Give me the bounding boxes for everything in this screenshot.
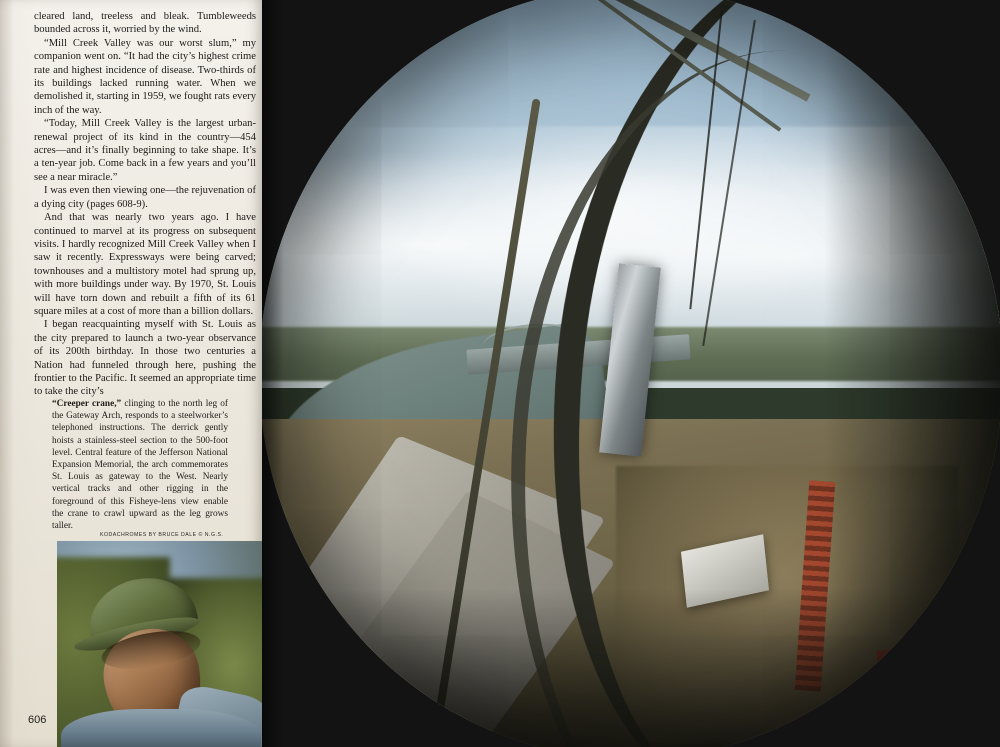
left-text-page (0, 0, 262, 747)
paragraph: I began reacquainting myself with St. Louis as the city prepared to launch a two-year observance of its 200th birthday. In those two centuries a Nation had funneled through here, pushing the frontier to the Pacific. It seemed an appropriate time to take the city’s (34, 319, 256, 398)
paragraph: And that was nearly two years ago. I have continued to marvel at its progress on subsequent visits. I hardly recognized Mill Creek Valley when I saw it recently. Expressways were being carved; townhouses and a multistory motel had sprung up, with more buildings under way. By 1970, St. Louis will have torn down and rebuilt a fifth of its 61 square miles at a cost of more than a billion dollars. (34, 212, 256, 317)
paragraph: “Today, Mill Creek Valley is the largest urban-renewal project of its kind in the country—454 acres—and it’s finally beginning to take shape. It’s a ten-year job. Come back in a few years and you’ll see a near miracle.” (34, 118, 256, 183)
right-photo-page (262, 0, 1000, 747)
paragraph: cleared land, treeless and bleak. Tumbleweeds bounded across it, worried by the wind. (34, 11, 256, 36)
photo-caption (52, 398, 228, 532)
paragraph: I was even then viewing one—the rejuvenation of a dying city (pages 608-9). (34, 185, 256, 210)
binding-gutter (262, 0, 284, 747)
caption-lead: “Creeper crane,” (52, 399, 122, 409)
page-number: 606 (28, 714, 47, 726)
photo-credit: KODACHROMES BY BRUCE DALE © N.G.S. (100, 532, 224, 538)
steelworker-photo (57, 541, 262, 747)
fisheye-photograph (262, 0, 1000, 747)
worker-shirt (61, 709, 261, 747)
paragraph: “Mill Creek Valley was our worst slum,” my companion went on. “It had the city’s highest crime rate and highest incidence of disease. Two-thirds of its buildings lacked running water. When we demolished it, starting in 1959, we fought rats every inch of the way. (34, 37, 256, 116)
caption-body: clinging to the north leg of the Gateway Arch, responds to a steelworker’s telephoned instructions. The derrick gently hoists a stainless-steel section to the 500-foot level. Central feature of the Jefferson National Expansion Memorial, the arch commemorates St. Louis as gateway to the West. Nearly vertical tracks and other rigging in the foreground of this Fisheye-lens view enable the crane to crawl upward as the leg grows taller. (52, 399, 229, 532)
article-body (34, 10, 256, 399)
photo-bottom-shadow (262, 589, 1000, 747)
